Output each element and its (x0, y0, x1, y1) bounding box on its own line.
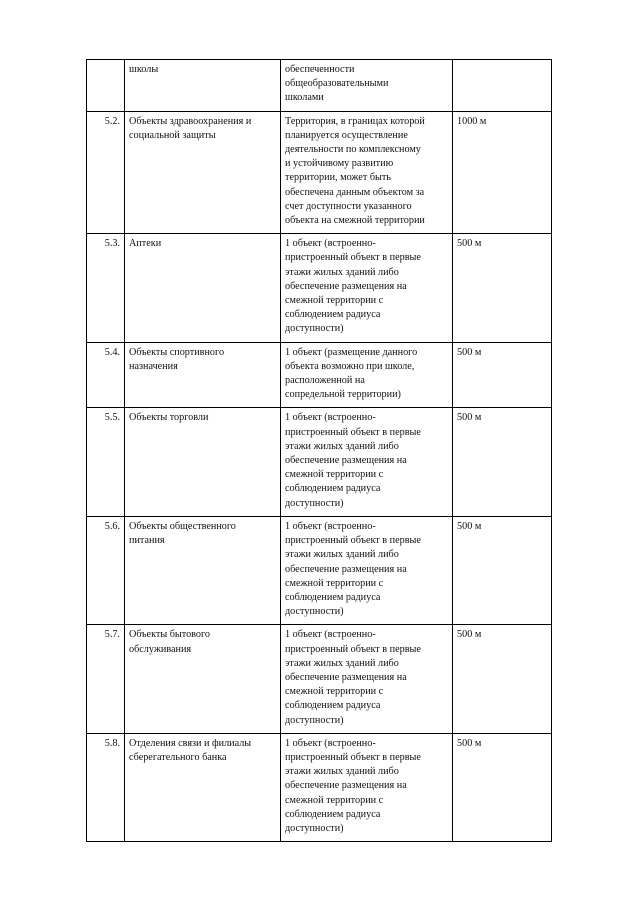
table-row (87, 733, 552, 841)
table-row (87, 625, 552, 733)
accessibility-radius (453, 60, 552, 112)
row-number: 5.4. (87, 342, 125, 408)
table-row (87, 408, 552, 516)
accessibility-radius: 500 м (453, 342, 552, 408)
table-row (87, 234, 552, 342)
row-number: 5.6. (87, 516, 125, 624)
row-number: 5.2. (87, 111, 125, 234)
table-body (87, 60, 552, 842)
provision-norm: Территория, в границах которой планируется осуществление деятельности по комплексному и устойчивому развитию территории, может быть обеспечена данным объектом за счет доступности указанного объекта на смежной территории (281, 111, 453, 234)
facility-name: школы (125, 60, 281, 112)
accessibility-radius: 500 м (453, 408, 552, 516)
table-row (87, 342, 552, 408)
table-row (87, 60, 552, 112)
row-number: 5.7. (87, 625, 125, 733)
row-number: 5.8. (87, 733, 125, 841)
provision-norm: 1 объект (встроенно- пристроенный объект в первые этажи жилых зданий либо обеспечение размещения на смежной территории с соблюдением радиуса доступности) (281, 516, 453, 624)
facility-name: Объекты общественного питания (125, 516, 281, 624)
facility-name: Отделения связи и филиалы сберегательного банка (125, 733, 281, 841)
accessibility-radius: 500 м (453, 733, 552, 841)
facility-name: Аптеки (125, 234, 281, 342)
row-number (87, 60, 125, 112)
provision-norm: 1 объект (встроенно- пристроенный объект в первые этажи жилых зданий либо обеспечение размещения на смежной территории с соблюдением радиуса доступности) (281, 408, 453, 516)
provision-norm: обеспеченности общеобразовательными школами (281, 60, 453, 112)
facility-name: Объекты бытового обслуживания (125, 625, 281, 733)
row-number: 5.5. (87, 408, 125, 516)
accessibility-radius: 500 м (453, 516, 552, 624)
provision-norm: 1 объект (размещение данного объекта возможно при школе, расположенной на сопредельной территории) (281, 342, 453, 408)
accessibility-radius: 500 м (453, 625, 552, 733)
facilities-standards-table (86, 59, 552, 842)
provision-norm: 1 объект (встроенно- пристроенный объект в первые этажи жилых зданий либо обеспечение размещения на смежной территории с соблюдением радиуса доступности) (281, 234, 453, 342)
facility-name: Объекты спортивного назначения (125, 342, 281, 408)
row-number: 5.3. (87, 234, 125, 342)
table-row (87, 111, 552, 234)
facility-name: Объекты здравоохранения и социальной защиты (125, 111, 281, 234)
provision-norm: 1 объект (встроенно- пристроенный объект в первые этажи жилых зданий либо обеспечение размещения на смежной территории с соблюдением радиуса доступности) (281, 625, 453, 733)
accessibility-radius: 500 м (453, 234, 552, 342)
provision-norm: 1 объект (встроенно- пристроенный объект в первые этажи жилых зданий либо обеспечение размещения на смежной территории с соблюдением радиуса доступности) (281, 733, 453, 841)
accessibility-radius: 1000 м (453, 111, 552, 234)
table-row (87, 516, 552, 624)
facility-name: Объекты торговли (125, 408, 281, 516)
